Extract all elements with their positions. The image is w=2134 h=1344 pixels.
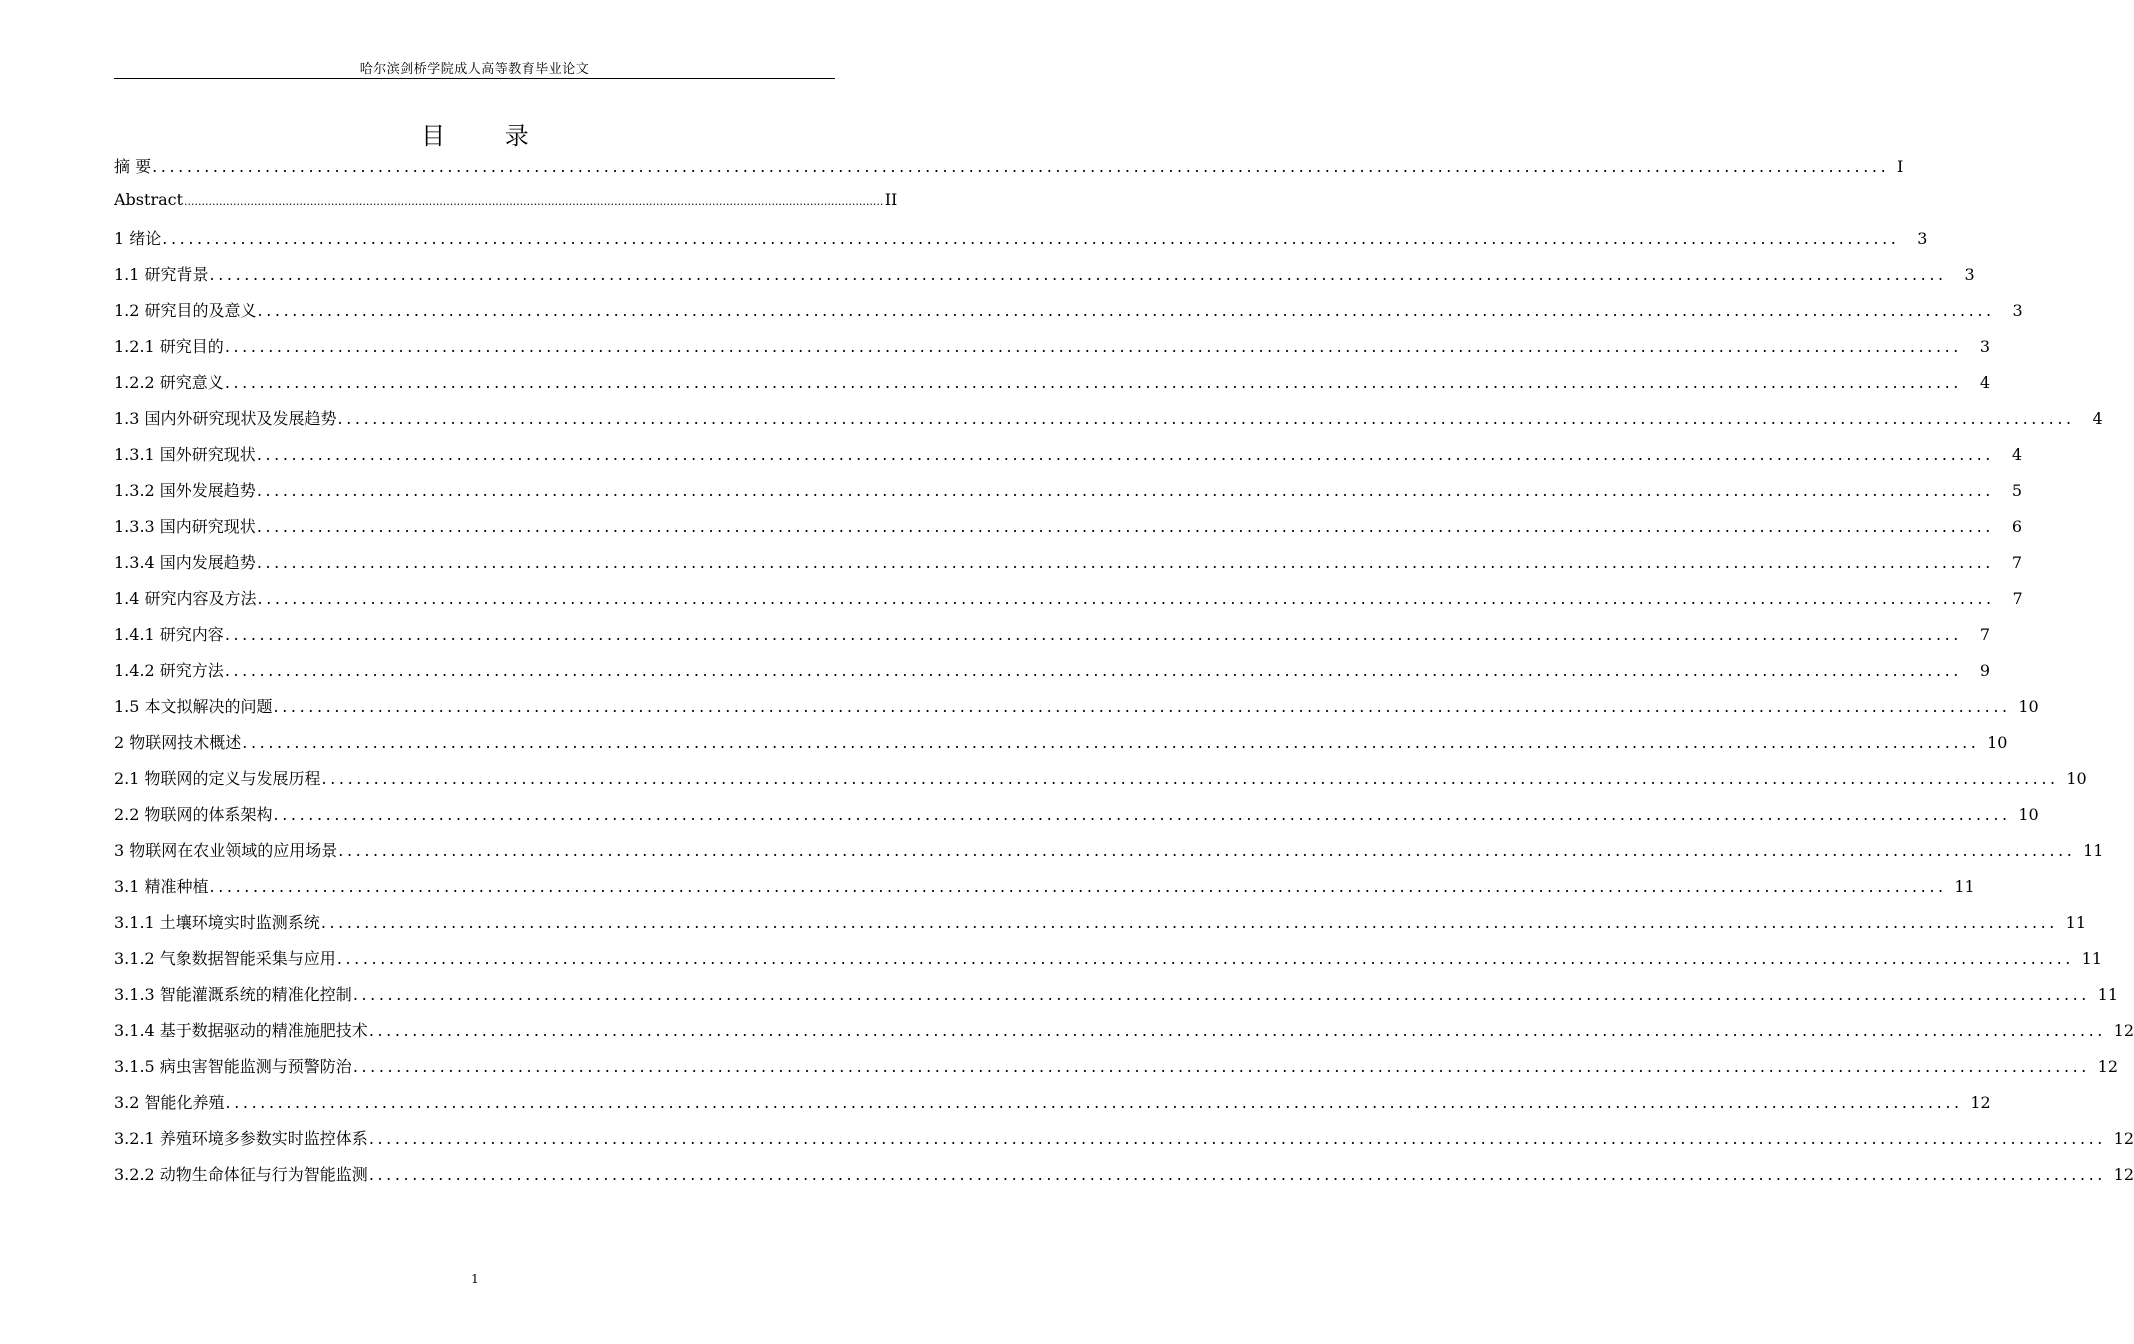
toc-entry[interactable] [114, 1090, 1991, 1126]
toc-entry-label: 1.3.2 国外发展趋势 [114, 481, 256, 500]
toc-entry[interactable] [114, 946, 2102, 982]
toc-dot-leader: ........................................................................................................................................................................................................ [209, 265, 1947, 284]
toc-entry-page: 9 [1979, 661, 1990, 680]
toc-entry-page: 11 [2065, 913, 2086, 932]
toc-entry-page: 12 [2113, 1021, 2134, 1040]
toc-dot-leader: ........................................................................................................................................................................................................ [256, 445, 1994, 464]
toc-dot-leader: ........................................................................................................................................................................................................ [242, 733, 1980, 752]
toc-entry[interactable] [114, 694, 2039, 730]
toc-entry-label: 1.4.1 研究内容 [114, 625, 224, 644]
toc-dot-leader: ........................................................................................................................................................................................................ [184, 195, 884, 208]
toc-dot-leader: ........................................................................................................................................................................................................ [320, 913, 2058, 932]
toc-entry-page: 7 [2012, 589, 2023, 608]
toc-entry-page: 7 [2011, 553, 2022, 572]
toc-dot-leader: ........................................................................................................................................................................................................ [368, 1021, 2106, 1040]
toc-entry-label: 1.1 研究背景 [114, 265, 209, 284]
toc-entry-page: 11 [2097, 985, 2118, 1004]
toc-entry-label: 1.5 本文拟解决的问题 [114, 697, 273, 716]
toc-entry[interactable] [114, 334, 1990, 370]
toc-entry-label: 3.2 智能化养殖 [114, 1093, 225, 1112]
toc-entry-page: 4 [1979, 373, 1990, 392]
toc-entry[interactable] [114, 514, 2022, 550]
toc-entry[interactable] [114, 550, 2022, 586]
toc-entry-label: 1.4 研究内容及方法 [114, 589, 257, 608]
toc-entry-page: 10 [1987, 733, 2008, 752]
toc-entry-page: 10 [2018, 805, 2039, 824]
toc-entry-page: 10 [2018, 697, 2039, 716]
toc-entry[interactable] [114, 1126, 2134, 1162]
header-rule [114, 78, 835, 79]
toc-entry-label: 3.1.5 病虫害智能监测与预警防治 [114, 1057, 352, 1076]
toc-entry-label: 3.1.1 土壤环境实时监测系统 [114, 913, 320, 932]
toc-entry[interactable] [114, 982, 2118, 1018]
toc-entry-label: 3.1 精准种植 [114, 877, 209, 896]
toc-entry-page: II [884, 190, 898, 209]
toc-dot-leader: ........................................................................................................................................................................................................ [162, 229, 1900, 248]
toc-entry[interactable] [114, 658, 1990, 694]
toc-entry[interactable] [114, 766, 2087, 802]
toc-entry-label: 1.3.1 国外研究现状 [114, 445, 256, 464]
toc-entry-page: 4 [2092, 409, 2103, 428]
toc-entry-label: 1.4.2 研究方法 [114, 661, 224, 680]
toc-entry[interactable] [114, 586, 2023, 622]
toc-entry-label: 3.2.1 养殖环境多参数实时监控体系 [114, 1129, 368, 1148]
toc-entry-page: 11 [2083, 841, 2104, 860]
toc-dot-leader: ........................................................................................................................................................................................................ [336, 949, 2074, 968]
toc-entry-label: 2.2 物联网的体系架构 [114, 805, 273, 824]
toc-dot-leader: ........................................................................................................................................................................................................ [152, 157, 1890, 176]
toc-entry-page: 6 [2011, 517, 2022, 536]
toc-dot-leader: ........................................................................................................................................................................................................ [224, 337, 1962, 356]
toc-dot-leader: ........................................................................................................................................................................................................ [337, 409, 2075, 428]
toc-entry-page: 11 [2081, 949, 2102, 968]
toc-dot-leader: ........................................................................................................................................................................................................ [224, 661, 1962, 680]
toc-entry[interactable] [114, 802, 2039, 838]
toc-dot-leader: ........................................................................................................................................................................................................ [368, 1165, 2106, 1184]
toc-list [114, 154, 2134, 1198]
toc-entry-label: 3 物联网在农业领域的应用场景 [114, 841, 338, 860]
toc-entry[interactable] [114, 838, 2104, 874]
toc-entry[interactable] [114, 154, 1904, 190]
toc-entry-page: 12 [2113, 1165, 2134, 1184]
toc-entry[interactable] [114, 298, 2023, 334]
toc-dot-leader: ........................................................................................................................................................................................................ [368, 1129, 2106, 1148]
toc-entry-label: 1.3 国内外研究现状及发展趋势 [114, 409, 337, 428]
toc-dot-leader: ........................................................................................................................................................................................................ [256, 517, 1994, 536]
toc-dot-leader: ........................................................................................................................................................................................................ [257, 301, 1995, 320]
toc-entry-page: 10 [2066, 769, 2087, 788]
toc-dot-leader: ........................................................................................................................................................................................................ [224, 625, 1962, 644]
toc-entry-label: 3.1.4 基于数据驱动的精准施肥技术 [114, 1021, 368, 1040]
toc-entry[interactable] [114, 622, 1990, 658]
toc-entry[interactable] [114, 370, 1990, 406]
toc-dot-leader: ........................................................................................................................................................................................................ [256, 553, 1994, 572]
toc-entry-label: 1.2 研究目的及意义 [114, 301, 257, 320]
toc-entry[interactable] [114, 406, 2103, 442]
toc-title: 目 录 [421, 122, 555, 150]
toc-dot-leader: ........................................................................................................................................................................................................ [225, 1093, 1963, 1112]
toc-entry-page: 7 [1979, 625, 1990, 644]
toc-dot-leader: ........................................................................................................................................................................................................ [224, 373, 1962, 392]
toc-entry[interactable] [114, 478, 2022, 514]
toc-entry-label: 3.2.2 动物生命体征与行为智能监测 [114, 1165, 368, 1184]
toc-dot-leader: ........................................................................................................................................................................................................ [321, 769, 2059, 788]
toc-dot-leader: ........................................................................................................................................................................................................ [338, 841, 2076, 860]
toc-entry[interactable] [114, 442, 2022, 478]
toc-entry-label: 2.1 物联网的定义与发展历程 [114, 769, 321, 788]
toc-entry-label: 1.3.3 国内研究现状 [114, 517, 256, 536]
toc-entry[interactable] [114, 910, 2086, 946]
toc-entry[interactable] [114, 262, 1975, 298]
toc-entry[interactable] [114, 730, 2008, 766]
toc-entry-page: 4 [2011, 445, 2022, 464]
toc-entry[interactable] [114, 1162, 2134, 1198]
toc-entry[interactable] [114, 874, 1975, 910]
toc-entry-label: 1 绪论 [114, 229, 162, 248]
toc-entry-page: 3 [1979, 337, 1990, 356]
toc-entry-page: 11 [1954, 877, 1975, 896]
toc-dot-leader: ........................................................................................................................................................................................................ [352, 985, 2090, 1004]
toc-entry[interactable] [114, 1018, 2134, 1054]
toc-entry-label: 1.2.1 研究目的 [114, 337, 224, 356]
toc-entry-page: 3 [1917, 229, 1928, 248]
toc-dot-leader: ........................................................................................................................................................................................................ [257, 589, 1995, 608]
toc-entry-label: Abstract [114, 190, 184, 209]
toc-dot-leader: ........................................................................................................................................................................................................ [273, 697, 2011, 716]
toc-entry-page: 12 [1970, 1093, 1991, 1112]
toc-entry-label: 1.3.4 国内发展趋势 [114, 553, 256, 572]
running-header: 哈尔滨剑桥学院成人高等教育毕业论文 [359, 62, 590, 77]
toc-entry-label: 摘 要 [114, 157, 152, 176]
toc-entry-label: 1.2.2 研究意义 [114, 373, 224, 392]
toc-entry-page: I [1896, 157, 1904, 176]
toc-entry-label: 3.1.3 智能灌溉系统的精准化控制 [114, 985, 352, 1004]
toc-entry-page: 3 [1964, 265, 1975, 284]
toc-dot-leader: ........................................................................................................................................................................................................ [352, 1057, 2090, 1076]
toc-entry-label: 2 物联网技术概述 [114, 733, 242, 752]
toc-dot-leader: ........................................................................................................................................................................................................ [209, 877, 1947, 896]
toc-dot-leader: ........................................................................................................................................................................................................ [256, 481, 1994, 500]
toc-entry[interactable] [114, 190, 898, 226]
page-number: 1 [471, 1272, 479, 1286]
toc-entry[interactable] [114, 1054, 2118, 1090]
toc-entry-page: 3 [2012, 301, 2023, 320]
toc-entry-page: 12 [2113, 1129, 2134, 1148]
toc-entry-label: 3.1.2 气象数据智能采集与应用 [114, 949, 336, 968]
toc-dot-leader: ........................................................................................................................................................................................................ [273, 805, 2011, 824]
toc-entry-page: 12 [2097, 1057, 2118, 1076]
toc-entry-page: 5 [2011, 481, 2022, 500]
toc-entry[interactable] [114, 226, 1928, 262]
